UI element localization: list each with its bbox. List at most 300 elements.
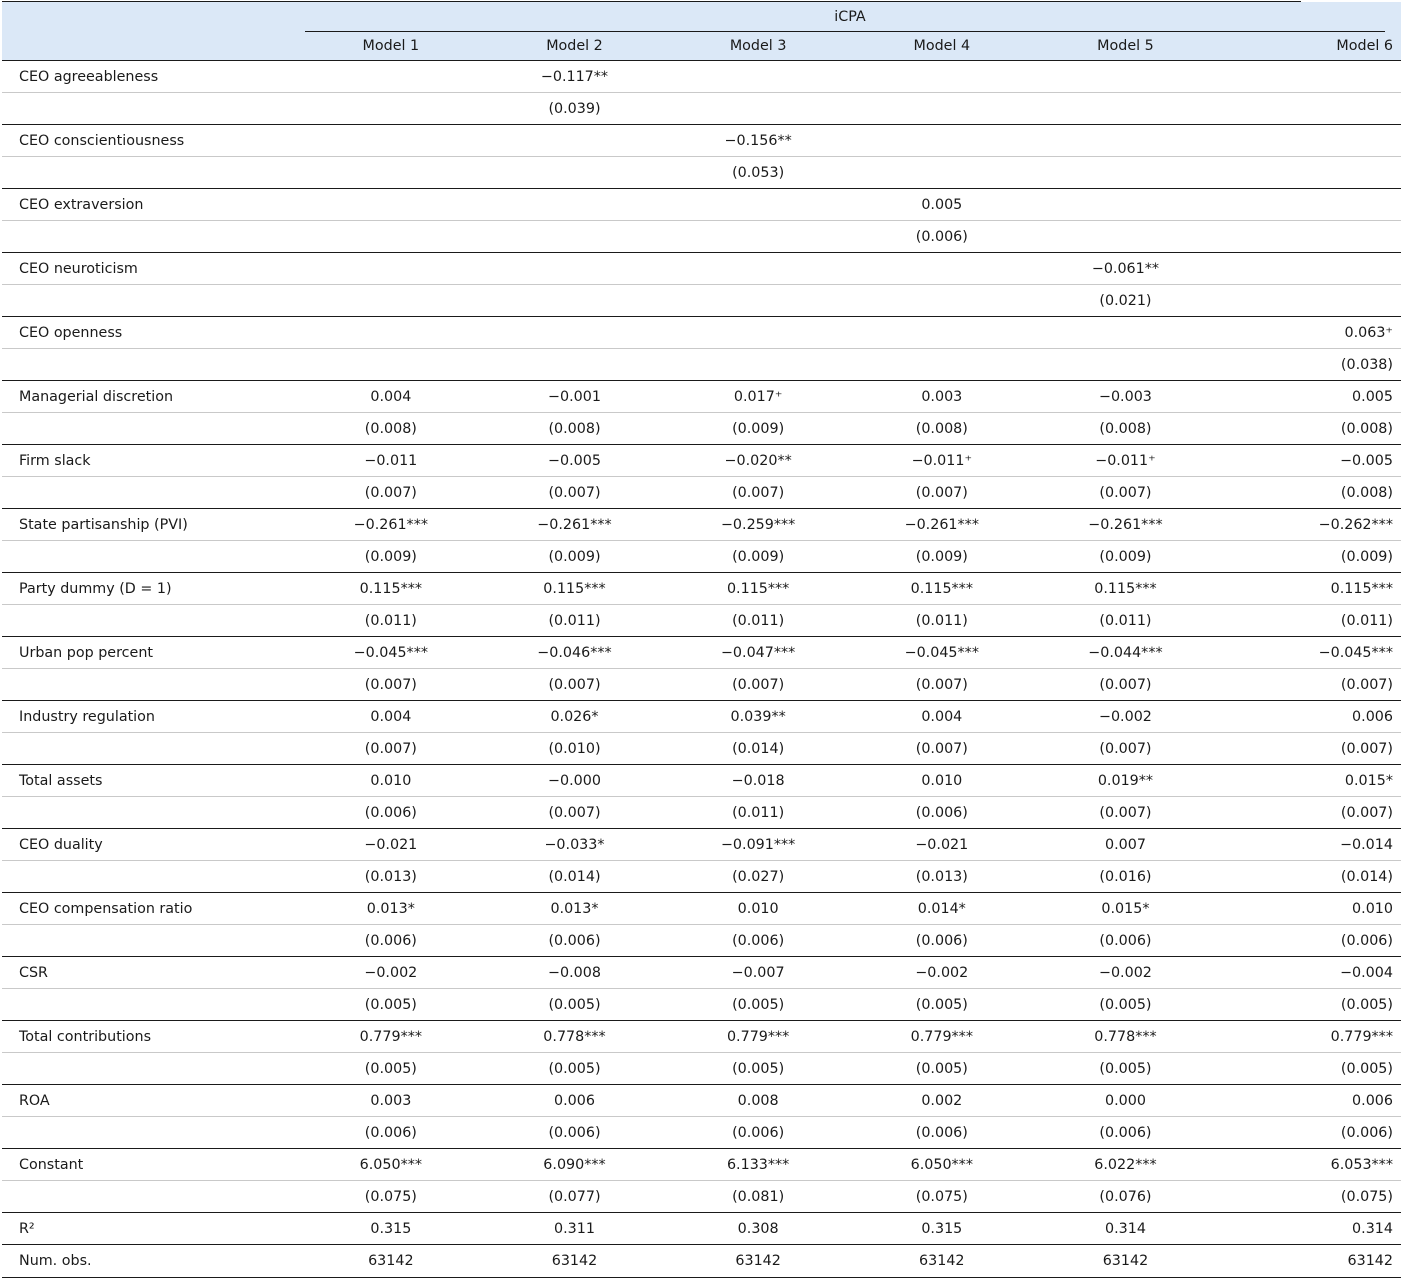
- coefficient-cell: 6.090***: [483, 1149, 667, 1181]
- row-label: Urban pop percent: [2, 637, 299, 669]
- row-label-blank: [2, 861, 299, 893]
- coefficient-cell: −0.018: [666, 765, 850, 797]
- standard-error-cell: (0.006): [1217, 925, 1401, 957]
- standard-error-cell: (0.007): [1034, 797, 1218, 829]
- standard-error-cell: (0.007): [666, 477, 850, 509]
- header-blank-cell: [2, 2, 299, 32]
- coefficient-cell: 0.013*: [483, 893, 667, 925]
- table-row-se: [2, 797, 1401, 829]
- coefficient-cell: −0.261***: [483, 509, 667, 541]
- standard-error-cell: (0.009): [666, 541, 850, 573]
- standard-error-cell: [1217, 157, 1401, 189]
- regression-table-container: [2, 2, 1393, 1278]
- table-row-statistic: [2, 1245, 1401, 1278]
- standard-error-cell: [666, 349, 850, 381]
- coefficient-cell: −0.262***: [1217, 509, 1401, 541]
- standard-error-cell: (0.014): [483, 861, 667, 893]
- row-label-blank: [2, 1181, 299, 1213]
- standard-error-cell: (0.075): [850, 1181, 1034, 1213]
- row-label: CEO agreeableness: [2, 61, 299, 93]
- standard-error-cell: (0.009): [299, 541, 483, 573]
- coefficient-cell: −0.261***: [850, 509, 1034, 541]
- header-row-group: [2, 2, 1401, 32]
- table-row-se: [2, 285, 1401, 317]
- coefficient-cell: 0.779***: [299, 1021, 483, 1053]
- table-row-se: [2, 605, 1401, 637]
- standard-error-cell: (0.006): [299, 925, 483, 957]
- coefficient-cell: 0.000: [1034, 1085, 1218, 1117]
- coefficient-cell: −0.020**: [666, 445, 850, 477]
- standard-error-cell: (0.008): [1217, 477, 1401, 509]
- row-label: CSR: [2, 957, 299, 989]
- standard-error-cell: (0.006): [850, 925, 1034, 957]
- standard-error-cell: (0.011): [483, 605, 667, 637]
- statistic-cell: 0.314: [1034, 1213, 1218, 1245]
- coefficient-cell: 0.779***: [850, 1021, 1034, 1053]
- coefficient-cell: 0.026*: [483, 701, 667, 733]
- coefficient-cell: 0.013*: [299, 893, 483, 925]
- statistic-cell: 0.311: [483, 1213, 667, 1245]
- standard-error-cell: (0.006): [299, 1117, 483, 1149]
- standard-error-cell: (0.009): [1217, 541, 1401, 573]
- standard-error-cell: (0.007): [483, 477, 667, 509]
- coefficient-cell: 6.022***: [1034, 1149, 1218, 1181]
- standard-error-cell: (0.011): [666, 797, 850, 829]
- standard-error-cell: (0.053): [666, 157, 850, 189]
- table-row-se: [2, 669, 1401, 701]
- standard-error-cell: (0.007): [1217, 669, 1401, 701]
- coefficient-cell: −0.002: [850, 957, 1034, 989]
- row-label: CEO compensation ratio: [2, 893, 299, 925]
- standard-error-cell: (0.006): [299, 797, 483, 829]
- dependent-variable-header: [299, 2, 1401, 32]
- table-row-coef: [2, 637, 1401, 669]
- standard-error-cell: [666, 221, 850, 253]
- standard-error-cell: (0.005): [1217, 989, 1401, 1021]
- coefficient-cell: 0.063⁺: [1217, 317, 1401, 349]
- coefficient-cell: [850, 125, 1034, 157]
- standard-error-cell: (0.006): [850, 221, 1034, 253]
- standard-error-cell: (0.021): [1034, 285, 1218, 317]
- standard-error-cell: (0.011): [850, 605, 1034, 637]
- coefficient-cell: −0.156**: [666, 125, 850, 157]
- coefficient-cell: −0.091***: [666, 829, 850, 861]
- table-row-coef: [2, 189, 1401, 221]
- standard-error-cell: (0.005): [666, 1053, 850, 1085]
- table-row-coef: [2, 1021, 1401, 1053]
- coefficient-cell: −0.002: [1034, 957, 1218, 989]
- coefficient-cell: 0.778***: [1034, 1021, 1218, 1053]
- table-row-coef: [2, 701, 1401, 733]
- standard-error-cell: [299, 285, 483, 317]
- standard-error-cell: (0.007): [1217, 733, 1401, 765]
- column-header-model-1: Model 1: [299, 32, 483, 61]
- coefficient-cell: 0.004: [850, 701, 1034, 733]
- table-row-coef: [2, 573, 1401, 605]
- coefficient-cell: −0.002: [299, 957, 483, 989]
- row-label-blank: [2, 285, 299, 317]
- standard-error-cell: (0.005): [1034, 1053, 1218, 1085]
- coefficient-cell: −0.004: [1217, 957, 1401, 989]
- coefficient-cell: 0.004: [299, 381, 483, 413]
- standard-error-cell: (0.005): [483, 1053, 667, 1085]
- table-row-se: [2, 733, 1401, 765]
- statistic-label: R²: [2, 1213, 299, 1245]
- standard-error-cell: (0.013): [850, 861, 1034, 893]
- coefficient-cell: [1034, 125, 1218, 157]
- coefficient-cell: −0.007: [666, 957, 850, 989]
- coefficient-cell: 0.006: [483, 1085, 667, 1117]
- coefficient-cell: 0.779***: [1217, 1021, 1401, 1053]
- table-row-coef: [2, 1149, 1401, 1181]
- row-label: Managerial discretion: [2, 381, 299, 413]
- standard-error-cell: (0.005): [850, 1053, 1034, 1085]
- standard-error-cell: (0.005): [299, 989, 483, 1021]
- coefficient-cell: −0.011⁺: [850, 445, 1034, 477]
- coefficient-cell: [1217, 253, 1401, 285]
- standard-error-cell: [1217, 221, 1401, 253]
- statistic-cell: 63142: [1034, 1245, 1218, 1278]
- regression-table: [2, 2, 1401, 1278]
- coefficient-cell: 0.019**: [1034, 765, 1218, 797]
- coefficient-cell: [299, 61, 483, 93]
- statistic-label: Num. obs.: [2, 1245, 299, 1278]
- column-header-model-5: Model 5: [1034, 32, 1218, 61]
- standard-error-cell: (0.006): [483, 1117, 667, 1149]
- standard-error-cell: [850, 93, 1034, 125]
- row-label-blank: [2, 925, 299, 957]
- coefficient-cell: 0.115***: [1217, 573, 1401, 605]
- table-row-coef: [2, 893, 1401, 925]
- standard-error-cell: (0.007): [850, 669, 1034, 701]
- coefficient-cell: 0.006: [1217, 1085, 1401, 1117]
- standard-error-cell: (0.075): [299, 1181, 483, 1213]
- statistic-cell: 0.315: [299, 1213, 483, 1245]
- coefficient-cell: 0.004: [299, 701, 483, 733]
- coefficient-cell: −0.005: [483, 445, 667, 477]
- coefficient-cell: 0.115***: [483, 573, 667, 605]
- row-label-blank: [2, 413, 299, 445]
- standard-error-cell: (0.005): [1217, 1053, 1401, 1085]
- coefficient-cell: 0.015*: [1034, 893, 1218, 925]
- coefficient-cell: 0.017⁺: [666, 381, 850, 413]
- coefficient-cell: 6.050***: [299, 1149, 483, 1181]
- standard-error-cell: (0.005): [299, 1053, 483, 1085]
- statistic-cell: 63142: [483, 1245, 667, 1278]
- standard-error-cell: (0.006): [850, 1117, 1034, 1149]
- coefficient-cell: [666, 317, 850, 349]
- coefficient-cell: 0.779***: [666, 1021, 850, 1053]
- column-header-model-2: Model 2: [483, 32, 667, 61]
- coefficient-cell: [850, 253, 1034, 285]
- standard-error-cell: (0.010): [483, 733, 667, 765]
- coefficient-cell: [1034, 61, 1218, 93]
- table-row-coef: [2, 829, 1401, 861]
- coefficient-cell: −0.046***: [483, 637, 667, 669]
- row-label-blank: [2, 797, 299, 829]
- coefficient-cell: [299, 253, 483, 285]
- row-label: Total contributions: [2, 1021, 299, 1053]
- coefficient-cell: 6.133***: [666, 1149, 850, 1181]
- statistic-cell: 0.314: [1217, 1213, 1401, 1245]
- coefficient-cell: [666, 189, 850, 221]
- standard-error-cell: (0.011): [299, 605, 483, 637]
- table-row-coef: [2, 381, 1401, 413]
- coefficient-cell: 0.010: [1217, 893, 1401, 925]
- row-label: Total assets: [2, 765, 299, 797]
- standard-error-cell: (0.011): [666, 605, 850, 637]
- coefficient-cell: −0.261***: [1034, 509, 1218, 541]
- standard-error-cell: [1217, 93, 1401, 125]
- standard-error-cell: [299, 349, 483, 381]
- row-label: Firm slack: [2, 445, 299, 477]
- coefficient-cell: [1034, 189, 1218, 221]
- coefficient-cell: 0.010: [850, 765, 1034, 797]
- table-body: [2, 61, 1401, 1278]
- standard-error-cell: (0.009): [666, 413, 850, 445]
- coefficient-cell: −0.011⁺: [1034, 445, 1218, 477]
- coefficient-cell: [1217, 189, 1401, 221]
- coefficient-cell: −0.033*: [483, 829, 667, 861]
- table-row-se: [2, 1117, 1401, 1149]
- standard-error-cell: (0.008): [299, 413, 483, 445]
- standard-error-cell: [1034, 221, 1218, 253]
- coefficient-cell: −0.061**: [1034, 253, 1218, 285]
- standard-error-cell: (0.005): [1034, 989, 1218, 1021]
- standard-error-cell: (0.007): [483, 669, 667, 701]
- row-label-blank: [2, 541, 299, 573]
- standard-error-cell: (0.008): [1034, 413, 1218, 445]
- standard-error-cell: (0.007): [1217, 797, 1401, 829]
- standard-error-cell: [1217, 285, 1401, 317]
- row-label: ROA: [2, 1085, 299, 1117]
- coefficient-cell: 6.053***: [1217, 1149, 1401, 1181]
- statistic-cell: 0.308: [666, 1213, 850, 1245]
- coefficient-cell: −0.261***: [299, 509, 483, 541]
- coefficient-cell: [666, 253, 850, 285]
- standard-error-cell: [483, 285, 667, 317]
- coefficient-cell: 0.005: [850, 189, 1034, 221]
- coefficient-cell: 0.010: [666, 893, 850, 925]
- coefficient-cell: [299, 317, 483, 349]
- standard-error-cell: (0.006): [1034, 925, 1218, 957]
- standard-error-cell: (0.008): [483, 413, 667, 445]
- row-label: State partisanship (PVI): [2, 509, 299, 541]
- table-row-coef: [2, 445, 1401, 477]
- coefficient-cell: [850, 317, 1034, 349]
- standard-error-cell: [1034, 157, 1218, 189]
- coefficient-cell: −0.011: [299, 445, 483, 477]
- coefficient-cell: [483, 253, 667, 285]
- statistic-cell: 63142: [850, 1245, 1034, 1278]
- row-label: CEO duality: [2, 829, 299, 861]
- table-row-se: [2, 541, 1401, 573]
- row-label: CEO openness: [2, 317, 299, 349]
- standard-error-cell: [850, 349, 1034, 381]
- table-row-se: [2, 861, 1401, 893]
- statistic-cell: 63142: [666, 1245, 850, 1278]
- standard-error-cell: (0.006): [666, 925, 850, 957]
- standard-error-cell: (0.006): [1217, 1117, 1401, 1149]
- coefficient-cell: 0.014*: [850, 893, 1034, 925]
- standard-error-cell: (0.008): [1217, 413, 1401, 445]
- row-label-blank: [2, 93, 299, 125]
- row-label-blank: [2, 349, 299, 381]
- coefficient-cell: 0.003: [850, 381, 1034, 413]
- coefficient-cell: −0.045***: [850, 637, 1034, 669]
- table-row-se: [2, 93, 1401, 125]
- coefficient-cell: −0.001: [483, 381, 667, 413]
- standard-error-cell: [850, 285, 1034, 317]
- coefficient-cell: 0.010: [299, 765, 483, 797]
- standard-error-cell: [666, 93, 850, 125]
- standard-error-cell: (0.007): [483, 797, 667, 829]
- row-label: Party dummy (D = 1): [2, 573, 299, 605]
- standard-error-cell: (0.007): [1034, 669, 1218, 701]
- table-row-se: [2, 1181, 1401, 1213]
- standard-error-cell: [850, 157, 1034, 189]
- standard-error-cell: (0.007): [299, 477, 483, 509]
- coefficient-cell: 0.039**: [666, 701, 850, 733]
- standard-error-cell: (0.009): [1034, 541, 1218, 573]
- row-label: Constant: [2, 1149, 299, 1181]
- coefficient-cell: −0.008: [483, 957, 667, 989]
- standard-error-cell: (0.006): [483, 925, 667, 957]
- table-row-coef: [2, 253, 1401, 285]
- coefficient-cell: −0.003: [1034, 381, 1218, 413]
- coefficient-cell: 0.115***: [666, 573, 850, 605]
- table-header: [2, 2, 1401, 61]
- coefficient-cell: −0.021: [850, 829, 1034, 861]
- column-header-model-4: Model 4: [850, 32, 1034, 61]
- standard-error-cell: (0.014): [1217, 861, 1401, 893]
- row-label: Industry regulation: [2, 701, 299, 733]
- statistic-cell: 63142: [1217, 1245, 1401, 1278]
- standard-error-cell: (0.006): [1034, 1117, 1218, 1149]
- row-label-blank: [2, 1117, 299, 1149]
- standard-error-cell: (0.005): [666, 989, 850, 1021]
- row-label-blank: [2, 605, 299, 637]
- row-label-blank: [2, 669, 299, 701]
- coefficient-cell: −0.047***: [666, 637, 850, 669]
- standard-error-cell: (0.011): [1217, 605, 1401, 637]
- coefficient-cell: 0.008: [666, 1085, 850, 1117]
- table-row-se: [2, 989, 1401, 1021]
- row-label: CEO conscientiousness: [2, 125, 299, 157]
- standard-error-cell: [666, 285, 850, 317]
- standard-error-cell: (0.007): [299, 669, 483, 701]
- coefficient-cell: [1217, 125, 1401, 157]
- column-header-model-6: Model 6: [1217, 32, 1401, 61]
- table-row-se: [2, 477, 1401, 509]
- coefficient-cell: [1217, 61, 1401, 93]
- standard-error-cell: (0.007): [1034, 733, 1218, 765]
- standard-error-cell: (0.013): [299, 861, 483, 893]
- table-row-statistic: [2, 1213, 1401, 1245]
- row-label-blank: [2, 989, 299, 1021]
- table-row-coef: [2, 61, 1401, 93]
- coefficient-cell: [666, 61, 850, 93]
- standard-error-cell: (0.008): [850, 413, 1034, 445]
- coefficient-cell: [1034, 317, 1218, 349]
- coefficient-cell: 0.015*: [1217, 765, 1401, 797]
- coefficient-cell: 0.007: [1034, 829, 1218, 861]
- table-row-se: [2, 413, 1401, 445]
- coefficient-cell: [850, 61, 1034, 93]
- standard-error-cell: [1034, 93, 1218, 125]
- table-row-se: [2, 925, 1401, 957]
- coefficient-cell: −0.021: [299, 829, 483, 861]
- coefficient-cell: 0.115***: [299, 573, 483, 605]
- standard-error-cell: [299, 157, 483, 189]
- column-header-model-3: Model 3: [666, 32, 850, 61]
- table-row-coef: [2, 765, 1401, 797]
- standard-error-cell: (0.027): [666, 861, 850, 893]
- row-label-blank: [2, 733, 299, 765]
- row-label-blank: [2, 157, 299, 189]
- table-row-coef: [2, 125, 1401, 157]
- coefficient-cell: 0.778***: [483, 1021, 667, 1053]
- table-row-se: [2, 1053, 1401, 1085]
- table-row-se: [2, 221, 1401, 253]
- statistic-cell: 0.315: [850, 1213, 1034, 1245]
- row-label-blank: [2, 1053, 299, 1085]
- coefficient-cell: [299, 125, 483, 157]
- standard-error-cell: (0.006): [850, 797, 1034, 829]
- coefficient-cell: 0.006: [1217, 701, 1401, 733]
- standard-error-cell: (0.007): [299, 733, 483, 765]
- coefficient-cell: [483, 125, 667, 157]
- standard-error-cell: (0.076): [1034, 1181, 1218, 1213]
- row-label-blank: [2, 477, 299, 509]
- coefficient-cell: −0.117**: [483, 61, 667, 93]
- coefficient-cell: −0.002: [1034, 701, 1218, 733]
- standard-error-cell: (0.005): [850, 989, 1034, 1021]
- row-label: CEO neuroticism: [2, 253, 299, 285]
- standard-error-cell: (0.005): [483, 989, 667, 1021]
- row-label-blank: [2, 221, 299, 253]
- standard-error-cell: [1034, 349, 1218, 381]
- table-row-coef: [2, 509, 1401, 541]
- standard-error-cell: [483, 157, 667, 189]
- header-blank-cell: [2, 32, 299, 61]
- coefficient-cell: −0.014: [1217, 829, 1401, 861]
- coefficient-cell: 0.115***: [850, 573, 1034, 605]
- standard-error-cell: (0.009): [483, 541, 667, 573]
- coefficient-cell: 6.050***: [850, 1149, 1034, 1181]
- standard-error-cell: (0.011): [1034, 605, 1218, 637]
- coefficient-cell: 0.002: [850, 1085, 1034, 1117]
- standard-error-cell: (0.081): [666, 1181, 850, 1213]
- table-row-se: [2, 157, 1401, 189]
- standard-error-cell: [299, 221, 483, 253]
- table-row-coef: [2, 957, 1401, 989]
- standard-error-cell: (0.077): [483, 1181, 667, 1213]
- standard-error-cell: [299, 93, 483, 125]
- group-underline: [305, 31, 1385, 32]
- coefficient-cell: −0.045***: [299, 637, 483, 669]
- dependent-variable-label: iCPA: [834, 9, 866, 25]
- coefficient-cell: −0.045***: [1217, 637, 1401, 669]
- table-row-coef: [2, 317, 1401, 349]
- standard-error-cell: (0.007): [1034, 477, 1218, 509]
- coefficient-cell: −0.259***: [666, 509, 850, 541]
- standard-error-cell: (0.075): [1217, 1181, 1401, 1213]
- standard-error-cell: (0.007): [850, 477, 1034, 509]
- statistic-cell: 63142: [299, 1245, 483, 1278]
- standard-error-cell: (0.014): [666, 733, 850, 765]
- coefficient-cell: [483, 189, 667, 221]
